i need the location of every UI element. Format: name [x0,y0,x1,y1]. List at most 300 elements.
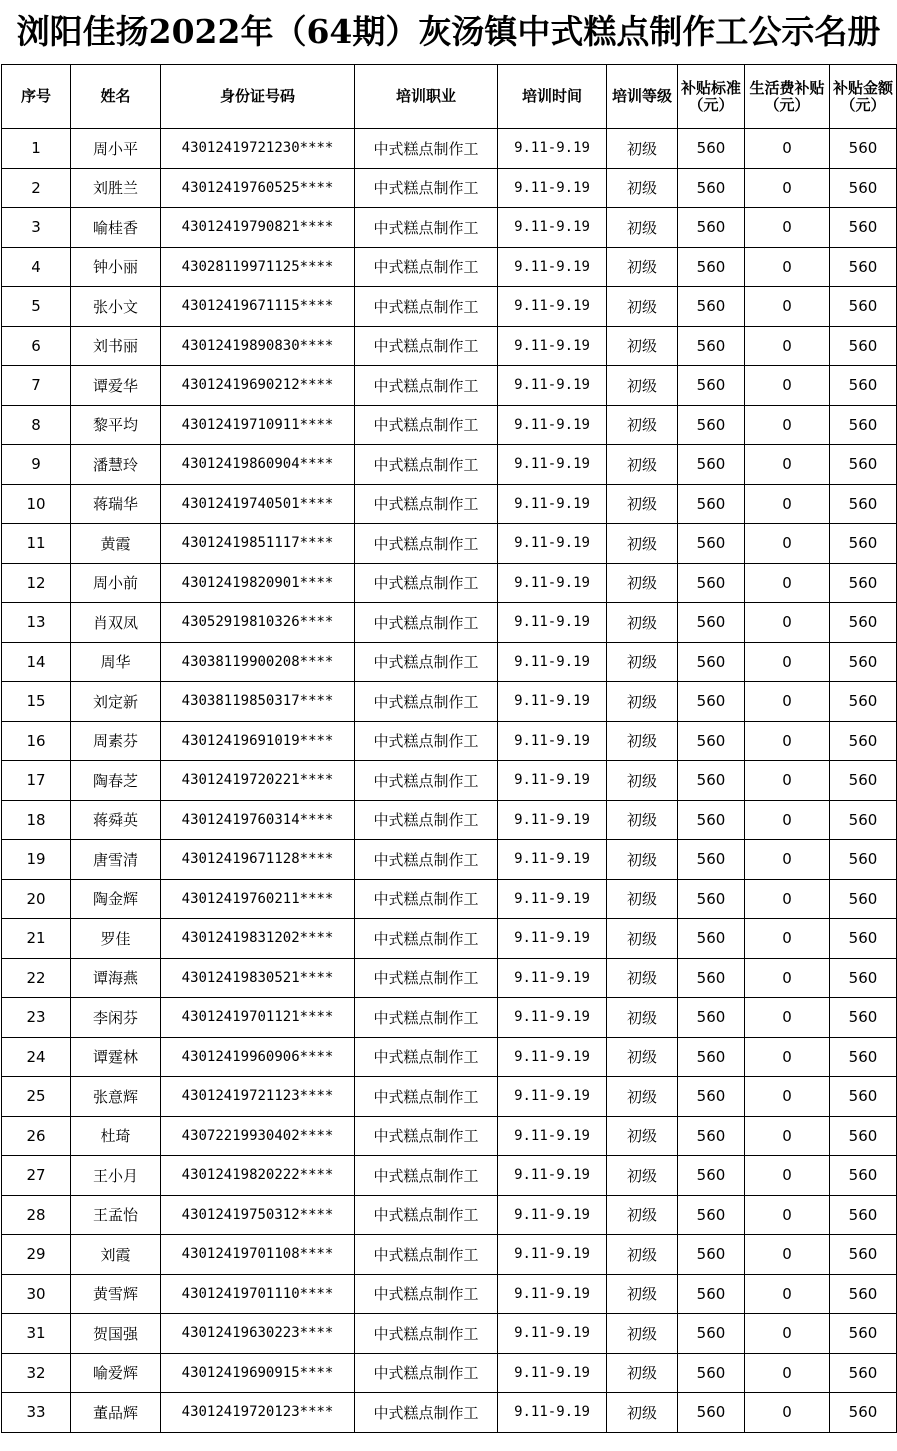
seq-cell: 31 [2,1314,71,1354]
name-cell: 钟小丽 [71,247,161,287]
level-cell: 初级 [607,603,678,643]
name-cell: 喻爱辉 [71,1353,161,1393]
occupation-cell: 中式糕点制作工 [355,1037,498,1077]
occupation-cell: 中式糕点制作工 [355,1235,498,1275]
seq-cell: 27 [2,1156,71,1196]
training-time-cell: 9.11-9.19 [498,1314,607,1354]
living-allowance-cell: 0 [745,524,830,564]
roster-table [1,64,897,1433]
level-cell: 初级 [607,1077,678,1117]
table-row [2,405,897,445]
id-number-cell: 43012419760525**** [161,168,355,208]
occupation-cell: 中式糕点制作工 [355,168,498,208]
table-row [2,1077,897,1117]
level-cell: 初级 [607,840,678,880]
subsidy-standard-cell: 560 [678,1037,745,1077]
subsidy-amount-cell: 560 [830,1156,897,1196]
training-time-cell: 9.11-9.19 [498,998,607,1038]
name-cell: 刘书丽 [71,326,161,366]
name-cell: 贺国强 [71,1314,161,1354]
training-time-cell: 9.11-9.19 [498,1156,607,1196]
subsidy-standard-cell: 560 [678,800,745,840]
table-row [2,1156,897,1196]
occupation-cell: 中式糕点制作工 [355,1156,498,1196]
level-cell: 初级 [607,208,678,248]
id-number-cell: 43012419721123**** [161,1077,355,1117]
occupation-cell: 中式糕点制作工 [355,761,498,801]
living-allowance-cell: 0 [745,287,830,327]
table-row [2,1235,897,1275]
subsidy-amount-cell: 560 [830,603,897,643]
subsidy-standard-cell: 560 [678,1393,745,1433]
column-header: 培训职业 [355,65,498,129]
table-row [2,524,897,564]
column-header: 培训时间 [498,65,607,129]
living-allowance-cell: 0 [745,1353,830,1393]
name-cell: 张意辉 [71,1077,161,1117]
occupation-cell: 中式糕点制作工 [355,721,498,761]
occupation-cell: 中式糕点制作工 [355,1353,498,1393]
living-allowance-cell: 0 [745,1077,830,1117]
living-allowance-cell: 0 [745,603,830,643]
subsidy-amount-cell: 560 [830,958,897,998]
seq-cell: 23 [2,998,71,1038]
name-cell: 肖双凤 [71,603,161,643]
seq-cell: 29 [2,1235,71,1275]
id-number-cell: 43012419691019**** [161,721,355,761]
subsidy-amount-cell: 560 [830,1314,897,1354]
id-number-cell: 43012419690212**** [161,366,355,406]
table-row [2,840,897,880]
table-row [2,366,897,406]
seq-cell: 11 [2,524,71,564]
training-time-cell: 9.11-9.19 [498,721,607,761]
table-row [2,642,897,682]
id-number-cell: 43012419690915**** [161,1353,355,1393]
table-row [2,247,897,287]
id-number-cell: 43012419701110**** [161,1274,355,1314]
table-row [2,445,897,485]
table-row [2,129,897,169]
table-row [2,1195,897,1235]
subsidy-amount-cell: 560 [830,642,897,682]
name-cell: 谭海燕 [71,958,161,998]
training-time-cell: 9.11-9.19 [498,1195,607,1235]
name-cell: 李闲芬 [71,998,161,1038]
level-cell: 初级 [607,879,678,919]
level-cell: 初级 [607,800,678,840]
training-time-cell: 9.11-9.19 [498,326,607,366]
subsidy-amount-cell: 560 [830,919,897,959]
living-allowance-cell: 0 [745,366,830,406]
subsidy-standard-cell: 560 [678,168,745,208]
training-time-cell: 9.11-9.19 [498,129,607,169]
living-allowance-cell: 0 [745,247,830,287]
training-time-cell: 9.11-9.19 [498,761,607,801]
training-time-cell: 9.11-9.19 [498,1037,607,1077]
subsidy-standard-cell: 560 [678,998,745,1038]
living-allowance-cell: 0 [745,168,830,208]
subsidy-amount-cell: 560 [830,168,897,208]
level-cell: 初级 [607,721,678,761]
training-time-cell: 9.11-9.19 [498,563,607,603]
level-cell: 初级 [607,405,678,445]
occupation-cell: 中式糕点制作工 [355,603,498,643]
training-time-cell: 9.11-9.19 [498,682,607,722]
training-time-cell: 9.11-9.19 [498,603,607,643]
level-cell: 初级 [607,287,678,327]
table-row [2,1314,897,1354]
level-cell: 初级 [607,1037,678,1077]
occupation-cell: 中式糕点制作工 [355,1393,498,1433]
subsidy-amount-cell: 560 [830,287,897,327]
id-number-cell: 43012419960906**** [161,1037,355,1077]
name-cell: 周小平 [71,129,161,169]
training-time-cell: 9.11-9.19 [498,840,607,880]
name-cell: 刘定新 [71,682,161,722]
id-number-cell: 43012419671115**** [161,287,355,327]
seq-cell: 7 [2,366,71,406]
seq-cell: 28 [2,1195,71,1235]
seq-cell: 9 [2,445,71,485]
subsidy-amount-cell: 560 [830,247,897,287]
training-time-cell: 9.11-9.19 [498,247,607,287]
living-allowance-cell: 0 [745,1195,830,1235]
level-cell: 初级 [607,682,678,722]
subsidy-standard-cell: 560 [678,1235,745,1275]
seq-cell: 18 [2,800,71,840]
subsidy-standard-cell: 560 [678,287,745,327]
table-row [2,1037,897,1077]
id-number-cell: 43012419721230**** [161,129,355,169]
column-header: 补贴标准（元） [678,65,745,129]
seq-cell: 1 [2,129,71,169]
id-number-cell: 43012419701121**** [161,998,355,1038]
level-cell: 初级 [607,524,678,564]
seq-cell: 19 [2,840,71,880]
level-cell: 初级 [607,1156,678,1196]
training-time-cell: 9.11-9.19 [498,366,607,406]
living-allowance-cell: 0 [745,721,830,761]
subsidy-amount-cell: 560 [830,800,897,840]
living-allowance-cell: 0 [745,958,830,998]
name-cell: 张小文 [71,287,161,327]
page-title: 浏阳佳扬2022年（64期）灰汤镇中式糕点制作工公示名册 [16,12,881,51]
column-header: 姓名 [71,65,161,129]
seq-cell: 21 [2,919,71,959]
occupation-cell: 中式糕点制作工 [355,682,498,722]
level-cell: 初级 [607,1393,678,1433]
subsidy-amount-cell: 560 [830,682,897,722]
seq-cell: 24 [2,1037,71,1077]
subsidy-standard-cell: 560 [678,1195,745,1235]
subsidy-standard-cell: 560 [678,326,745,366]
subsidy-amount-cell: 560 [830,721,897,761]
living-allowance-cell: 0 [745,326,830,366]
training-time-cell: 9.11-9.19 [498,1353,607,1393]
occupation-cell: 中式糕点制作工 [355,524,498,564]
seq-cell: 13 [2,603,71,643]
occupation-cell: 中式糕点制作工 [355,129,498,169]
occupation-cell: 中式糕点制作工 [355,1077,498,1117]
living-allowance-cell: 0 [745,445,830,485]
subsidy-standard-cell: 560 [678,761,745,801]
level-cell: 初级 [607,326,678,366]
column-header: 序号 [2,65,71,129]
subsidy-standard-cell: 560 [678,366,745,406]
name-cell: 杜琦 [71,1116,161,1156]
name-cell: 刘胜兰 [71,168,161,208]
subsidy-standard-cell: 560 [678,405,745,445]
table-row [2,1116,897,1156]
name-cell: 唐雪清 [71,840,161,880]
level-cell: 初级 [607,1353,678,1393]
level-cell: 初级 [607,919,678,959]
occupation-cell: 中式糕点制作工 [355,879,498,919]
table-row [2,1274,897,1314]
training-time-cell: 9.11-9.19 [498,800,607,840]
subsidy-standard-cell: 560 [678,879,745,919]
subsidy-amount-cell: 560 [830,998,897,1038]
seq-cell: 10 [2,484,71,524]
table-row [2,168,897,208]
subsidy-amount-cell: 560 [830,879,897,919]
seq-cell: 32 [2,1353,71,1393]
subsidy-standard-cell: 560 [678,524,745,564]
subsidy-standard-cell: 560 [678,1156,745,1196]
table-header-row [2,65,897,129]
id-number-cell: 43012419720123**** [161,1393,355,1433]
column-header: 生活费补贴（元） [745,65,830,129]
subsidy-standard-cell: 560 [678,840,745,880]
level-cell: 初级 [607,247,678,287]
living-allowance-cell: 0 [745,1393,830,1433]
training-time-cell: 9.11-9.19 [498,1116,607,1156]
subsidy-standard-cell: 560 [678,1116,745,1156]
occupation-cell: 中式糕点制作工 [355,958,498,998]
occupation-cell: 中式糕点制作工 [355,1116,498,1156]
name-cell: 陶春芝 [71,761,161,801]
living-allowance-cell: 0 [745,1274,830,1314]
subsidy-standard-cell: 560 [678,682,745,722]
training-time-cell: 9.11-9.19 [498,1235,607,1275]
id-number-cell: 43012419671128**** [161,840,355,880]
table-row [2,287,897,327]
seq-cell: 3 [2,208,71,248]
subsidy-amount-cell: 560 [830,1393,897,1433]
seq-cell: 25 [2,1077,71,1117]
id-number-cell: 43012419701108**** [161,1235,355,1275]
occupation-cell: 中式糕点制作工 [355,563,498,603]
training-time-cell: 9.11-9.19 [498,168,607,208]
level-cell: 初级 [607,563,678,603]
table-row [2,484,897,524]
living-allowance-cell: 0 [745,879,830,919]
occupation-cell: 中式糕点制作工 [355,800,498,840]
living-allowance-cell: 0 [745,1314,830,1354]
id-number-cell: 43012419720221**** [161,761,355,801]
seq-cell: 16 [2,721,71,761]
name-cell: 蒋舜英 [71,800,161,840]
subsidy-amount-cell: 560 [830,1195,897,1235]
column-header: 培训等级 [607,65,678,129]
table-row [2,1393,897,1433]
subsidy-amount-cell: 560 [830,1235,897,1275]
living-allowance-cell: 0 [745,642,830,682]
id-number-cell: 43012419630223**** [161,1314,355,1354]
occupation-cell: 中式糕点制作工 [355,484,498,524]
id-number-cell: 43012419790821**** [161,208,355,248]
occupation-cell: 中式糕点制作工 [355,840,498,880]
subsidy-standard-cell: 560 [678,1353,745,1393]
id-number-cell: 43012419710911**** [161,405,355,445]
id-number-cell: 43012419860904**** [161,445,355,485]
id-number-cell: 43072219930402**** [161,1116,355,1156]
subsidy-amount-cell: 560 [830,326,897,366]
id-number-cell: 43052919810326**** [161,603,355,643]
name-cell: 周小前 [71,563,161,603]
subsidy-standard-cell: 560 [678,642,745,682]
subsidy-amount-cell: 560 [830,366,897,406]
level-cell: 初级 [607,998,678,1038]
id-number-cell: 43012419830521**** [161,958,355,998]
table-row [2,998,897,1038]
level-cell: 初级 [607,1195,678,1235]
level-cell: 初级 [607,1116,678,1156]
level-cell: 初级 [607,1235,678,1275]
occupation-cell: 中式糕点制作工 [355,1274,498,1314]
subsidy-standard-cell: 560 [678,563,745,603]
seq-cell: 26 [2,1116,71,1156]
level-cell: 初级 [607,958,678,998]
level-cell: 初级 [607,642,678,682]
id-number-cell: 43028119971125**** [161,247,355,287]
subsidy-standard-cell: 560 [678,247,745,287]
subsidy-amount-cell: 560 [830,761,897,801]
subsidy-amount-cell: 560 [830,484,897,524]
living-allowance-cell: 0 [745,840,830,880]
occupation-cell: 中式糕点制作工 [355,1195,498,1235]
name-cell: 喻桂香 [71,208,161,248]
id-number-cell: 43038119850317**** [161,682,355,722]
table-row [2,919,897,959]
living-allowance-cell: 0 [745,129,830,169]
occupation-cell: 中式糕点制作工 [355,366,498,406]
column-header: 身份证号码 [161,65,355,129]
subsidy-standard-cell: 560 [678,484,745,524]
training-time-cell: 9.11-9.19 [498,958,607,998]
training-time-cell: 9.11-9.19 [498,405,607,445]
subsidy-amount-cell: 560 [830,1353,897,1393]
name-cell: 王小月 [71,1156,161,1196]
seq-cell: 5 [2,287,71,327]
name-cell: 王孟怡 [71,1195,161,1235]
living-allowance-cell: 0 [745,208,830,248]
occupation-cell: 中式糕点制作工 [355,405,498,445]
level-cell: 初级 [607,366,678,406]
level-cell: 初级 [607,168,678,208]
training-time-cell: 9.11-9.19 [498,1393,607,1433]
name-cell: 刘霞 [71,1235,161,1275]
seq-cell: 12 [2,563,71,603]
table-row [2,800,897,840]
table-row [2,958,897,998]
training-time-cell: 9.11-9.19 [498,208,607,248]
seq-cell: 8 [2,405,71,445]
living-allowance-cell: 0 [745,1037,830,1077]
level-cell: 初级 [607,129,678,169]
seq-cell: 6 [2,326,71,366]
subsidy-amount-cell: 560 [830,208,897,248]
training-time-cell: 9.11-9.19 [498,919,607,959]
id-number-cell: 43012419740501**** [161,484,355,524]
id-number-cell: 43012419820901**** [161,563,355,603]
level-cell: 初级 [607,761,678,801]
table-row [2,603,897,643]
occupation-cell: 中式糕点制作工 [355,445,498,485]
occupation-cell: 中式糕点制作工 [355,247,498,287]
subsidy-amount-cell: 560 [830,129,897,169]
living-allowance-cell: 0 [745,405,830,445]
table-row [2,563,897,603]
name-cell: 陶金辉 [71,879,161,919]
table-row [2,761,897,801]
living-allowance-cell: 0 [745,919,830,959]
living-allowance-cell: 0 [745,1156,830,1196]
living-allowance-cell: 0 [745,484,830,524]
subsidy-standard-cell: 560 [678,721,745,761]
training-time-cell: 9.11-9.19 [498,524,607,564]
name-cell: 罗佳 [71,919,161,959]
subsidy-amount-cell: 560 [830,405,897,445]
subsidy-amount-cell: 560 [830,1116,897,1156]
training-time-cell: 9.11-9.19 [498,879,607,919]
id-number-cell: 43012419890830**** [161,326,355,366]
table-body [2,129,897,1433]
table-row [2,879,897,919]
living-allowance-cell: 0 [745,563,830,603]
occupation-cell: 中式糕点制作工 [355,919,498,959]
level-cell: 初级 [607,1314,678,1354]
living-allowance-cell: 0 [745,1235,830,1275]
subsidy-standard-cell: 560 [678,958,745,998]
occupation-cell: 中式糕点制作工 [355,1314,498,1354]
training-time-cell: 9.11-9.19 [498,1077,607,1117]
seq-cell: 30 [2,1274,71,1314]
name-cell: 谭霆林 [71,1037,161,1077]
subsidy-standard-cell: 560 [678,1314,745,1354]
living-allowance-cell: 0 [745,800,830,840]
level-cell: 初级 [607,1274,678,1314]
table-row [2,721,897,761]
subsidy-amount-cell: 560 [830,840,897,880]
subsidy-standard-cell: 560 [678,919,745,959]
column-header: 补贴金额（元） [830,65,897,129]
name-cell: 黄雪辉 [71,1274,161,1314]
name-cell: 黎平均 [71,405,161,445]
living-allowance-cell: 0 [745,761,830,801]
id-number-cell: 43038119900208**** [161,642,355,682]
name-cell: 潘慧玲 [71,445,161,485]
training-time-cell: 9.11-9.19 [498,484,607,524]
subsidy-amount-cell: 560 [830,1037,897,1077]
subsidy-amount-cell: 560 [830,1077,897,1117]
occupation-cell: 中式糕点制作工 [355,998,498,1038]
table-row [2,682,897,722]
training-time-cell: 9.11-9.19 [498,642,607,682]
level-cell: 初级 [607,445,678,485]
subsidy-amount-cell: 560 [830,1274,897,1314]
